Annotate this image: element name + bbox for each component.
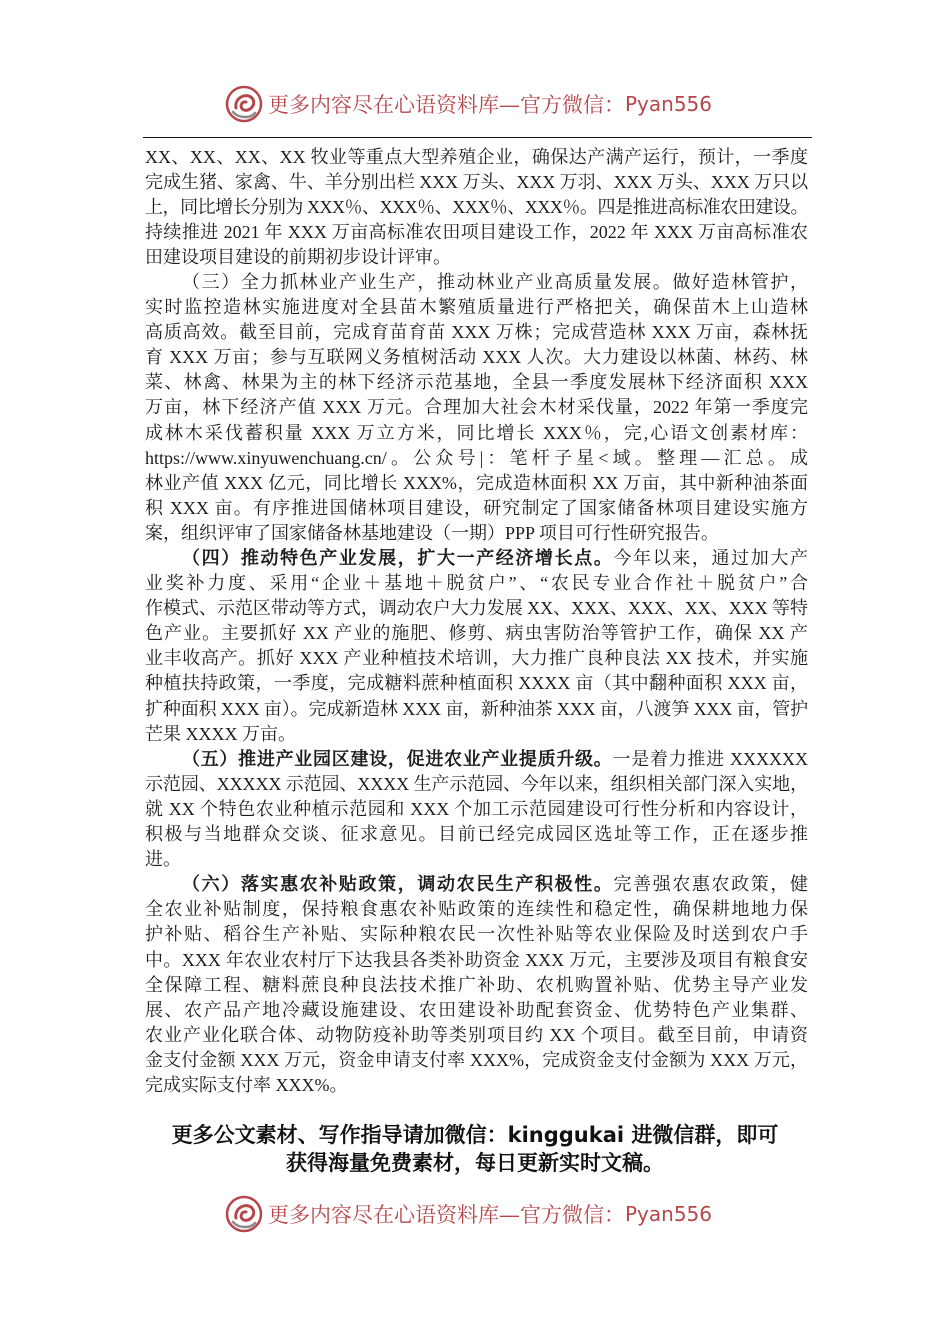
text-line: XX、XX、XX、XX 牧业等重点大型养殖企业，确保达产满产运行，预计，一季度 xyxy=(145,146,808,167)
text-line: 完成生猪、家禽、牛、羊分别出栏 XXX 万头、XXX 万羽、XXX 万头、XXX 万只以 xyxy=(145,171,808,192)
text-run: 一是着力推进 XXXXXX xyxy=(612,748,808,769)
text-line: 完成实际支付率 XXX%。 xyxy=(145,1074,348,1095)
swirl-logo-icon xyxy=(224,1194,264,1234)
footer-brand-text: 更多内容尽在心语资料库—官方微信： xyxy=(268,1203,625,1227)
text-line: 万亩，林下经济产值 XXX 万元。合理加大社会木材采伐量，2022 年第一季度完 xyxy=(145,397,808,418)
paragraph-forestry xyxy=(145,270,808,546)
text-line: 实时监控造林实施进度对全县苗木繁殖质量进行严格把关，确保苗木上山造林 xyxy=(145,297,808,318)
text-line: 持续推进 2021 年 XXX 万亩高标准农田项目建设工作，2022 年 XXX 万亩高标准农 xyxy=(145,221,808,242)
footer-wechat-id: Pyan556 xyxy=(625,1202,713,1226)
page-header xyxy=(224,84,712,124)
paragraph-subsidy-policy xyxy=(145,872,808,1098)
text-line: 农业产业化联合体、动物防疫补助等类别项目约 XX 个项目。截至目前，申请资 xyxy=(145,1024,808,1045)
paragraph-specialty-industry xyxy=(145,546,808,747)
text-line: 芒果 XXXX 万亩。 xyxy=(145,723,296,744)
text-line: 全保障工程、糖料蔗良种良法技术推广补助、农机购置补贴、优势主导产业发 xyxy=(145,974,808,995)
promo-line: 更多公文素材、写作指导请加微信：kinggukai 进微信群，即可 xyxy=(171,1123,779,1147)
text-line xyxy=(145,747,808,772)
text-line xyxy=(145,872,808,897)
paragraph-livestock xyxy=(145,145,808,270)
swirl-logo-icon xyxy=(224,84,264,124)
text-line: 示范园、XXXXX 示范园、XXXX 生产示范园、今年以来，组织相关部门深入实地， xyxy=(145,773,808,794)
text-line: 高质高效。截至目前，完成育苗育苗 XXX 万株；完成营造林 XXX 万亩，森林抚 xyxy=(145,322,808,343)
text-line: 林业产值 XXX 亿元，同比增长 XXX%，完成造林面积 XX 万亩，其中新种油茶面 xyxy=(145,472,808,493)
text-line: 进。 xyxy=(145,849,181,870)
document-body xyxy=(145,145,808,1099)
text-line: 成林木采伐蓄积量 XXX 万立方米，同比增长 XXX％，完,心语文创素材库： xyxy=(145,422,808,443)
header-brand-text: 更多内容尽在心语资料库—官方微信： xyxy=(268,93,625,117)
text-line: （三）全力抓林业产业生产，推动林业产业高质量发展。做好造林管护， xyxy=(182,271,808,292)
text-line: 金支付金额 XXX 万元，资金申请支付率 XXX%，完成资金支付金额为 XXX 万元， xyxy=(145,1049,808,1070)
text-run: 完善强农惠农政策，健 xyxy=(613,874,808,895)
text-line: 积极与当地群众交谈、征求意见。目前已经完成园区选址等工作，正在逐步推 xyxy=(145,824,808,845)
text-line xyxy=(145,546,808,571)
text-line: 种植扶持政策，一季度，完成糖料蔗种植面积 XXXX 亩（其中翻种面积 XXX 亩， xyxy=(145,673,808,694)
paragraph-heading: （四）推动特色产业发展，扩大一产经济增长点。 xyxy=(182,548,614,568)
text-line: https://www.xinyuwenchuang.cn/。公众号|：笔杆子星<域。整理—汇总。成 xyxy=(145,447,808,468)
promo-line: 获得海量免费素材，每日更新实时文稿。 xyxy=(286,1151,664,1175)
text-line: 展、农产品产地冷藏设施建设、农田建设补助配套资金、优势特色产业集群、 xyxy=(145,999,808,1020)
text-line: 护补贴、稻谷生产补贴、实际种粮农民一次性补贴等农业保险及时送到农户手 xyxy=(145,924,808,945)
text-line: 育 XXX 万亩；参与互联网义务植树活动 XXX 人次。大力建设以林菌、林药、林 xyxy=(145,347,808,368)
text-line: 全农业补贴制度，保持粮食惠农补贴政策的连续性和稳定性，确保耕地地力保 xyxy=(145,899,808,920)
paragraph-heading: （六）落实惠农补贴政策，调动农民生产积极性。 xyxy=(182,874,614,895)
text-run: 今年以来，通过加大产 xyxy=(613,548,808,568)
text-line: 业奖补力度、采用“企业＋基地＋脱贫户”、“农民专业合作社＋脱贫户”合 xyxy=(145,573,808,594)
paragraph-heading: （五）推进产业园区建设，促进农业产业提质升级。 xyxy=(182,748,613,769)
text-line: 扩种面积 XXX 亩）。完成新造林 XXX 亩，新种油茶 XXX 亩，八渡笋 XXX 亩，管护 xyxy=(145,698,808,719)
text-line: 积 XXX 亩。有序推进国储林项目建设，研究制定了国家储备林项目建设实施方 xyxy=(145,497,808,518)
paragraph-industrial-park xyxy=(145,747,808,872)
text-line: 案，组织评审了国家储备林基地建设（一期）PPP 项目可行性研究报告。 xyxy=(145,522,719,543)
text-line: 就 XX 个特色农业种植示范园和 XXX 个加工示范园建设可行性分析和内容设计， xyxy=(145,798,808,819)
text-line: 作模式、示范区带动等方式，调动农户大力发展 XX、XXX、XXX、XX、XXX 等特 xyxy=(145,598,808,619)
text-line: 田建设项目建设的前期初步设计评审。 xyxy=(145,246,451,267)
text-line: 上，同比增长分别为 XXX％、XXX％、XXX％、XXX％。四是推进高标准农田建设。 xyxy=(145,196,808,217)
text-line: 中。XXX 年农业农村厅下达我县各类补助资金 XXX 万元，主要涉及项目有粮食安 xyxy=(145,949,808,970)
header-divider xyxy=(143,137,812,138)
text-line: 菜、林禽、林果为主的林下经济示范基地，全县一季度发展林下经济面积 XXX xyxy=(145,372,808,393)
text-line: 业丰收高产。抓好 XXX 产业种植技术培训，大力推广良种良法 XX 技术，并实施 xyxy=(145,648,808,669)
text-line: 色产业。主要抓好 XX 产业的施肥、修剪、病虫害防治等管护工作，确保 XX 产 xyxy=(145,623,808,644)
promo-notice xyxy=(0,1121,950,1177)
page-footer xyxy=(224,1194,712,1234)
header-wechat-id: Pyan556 xyxy=(625,92,713,116)
